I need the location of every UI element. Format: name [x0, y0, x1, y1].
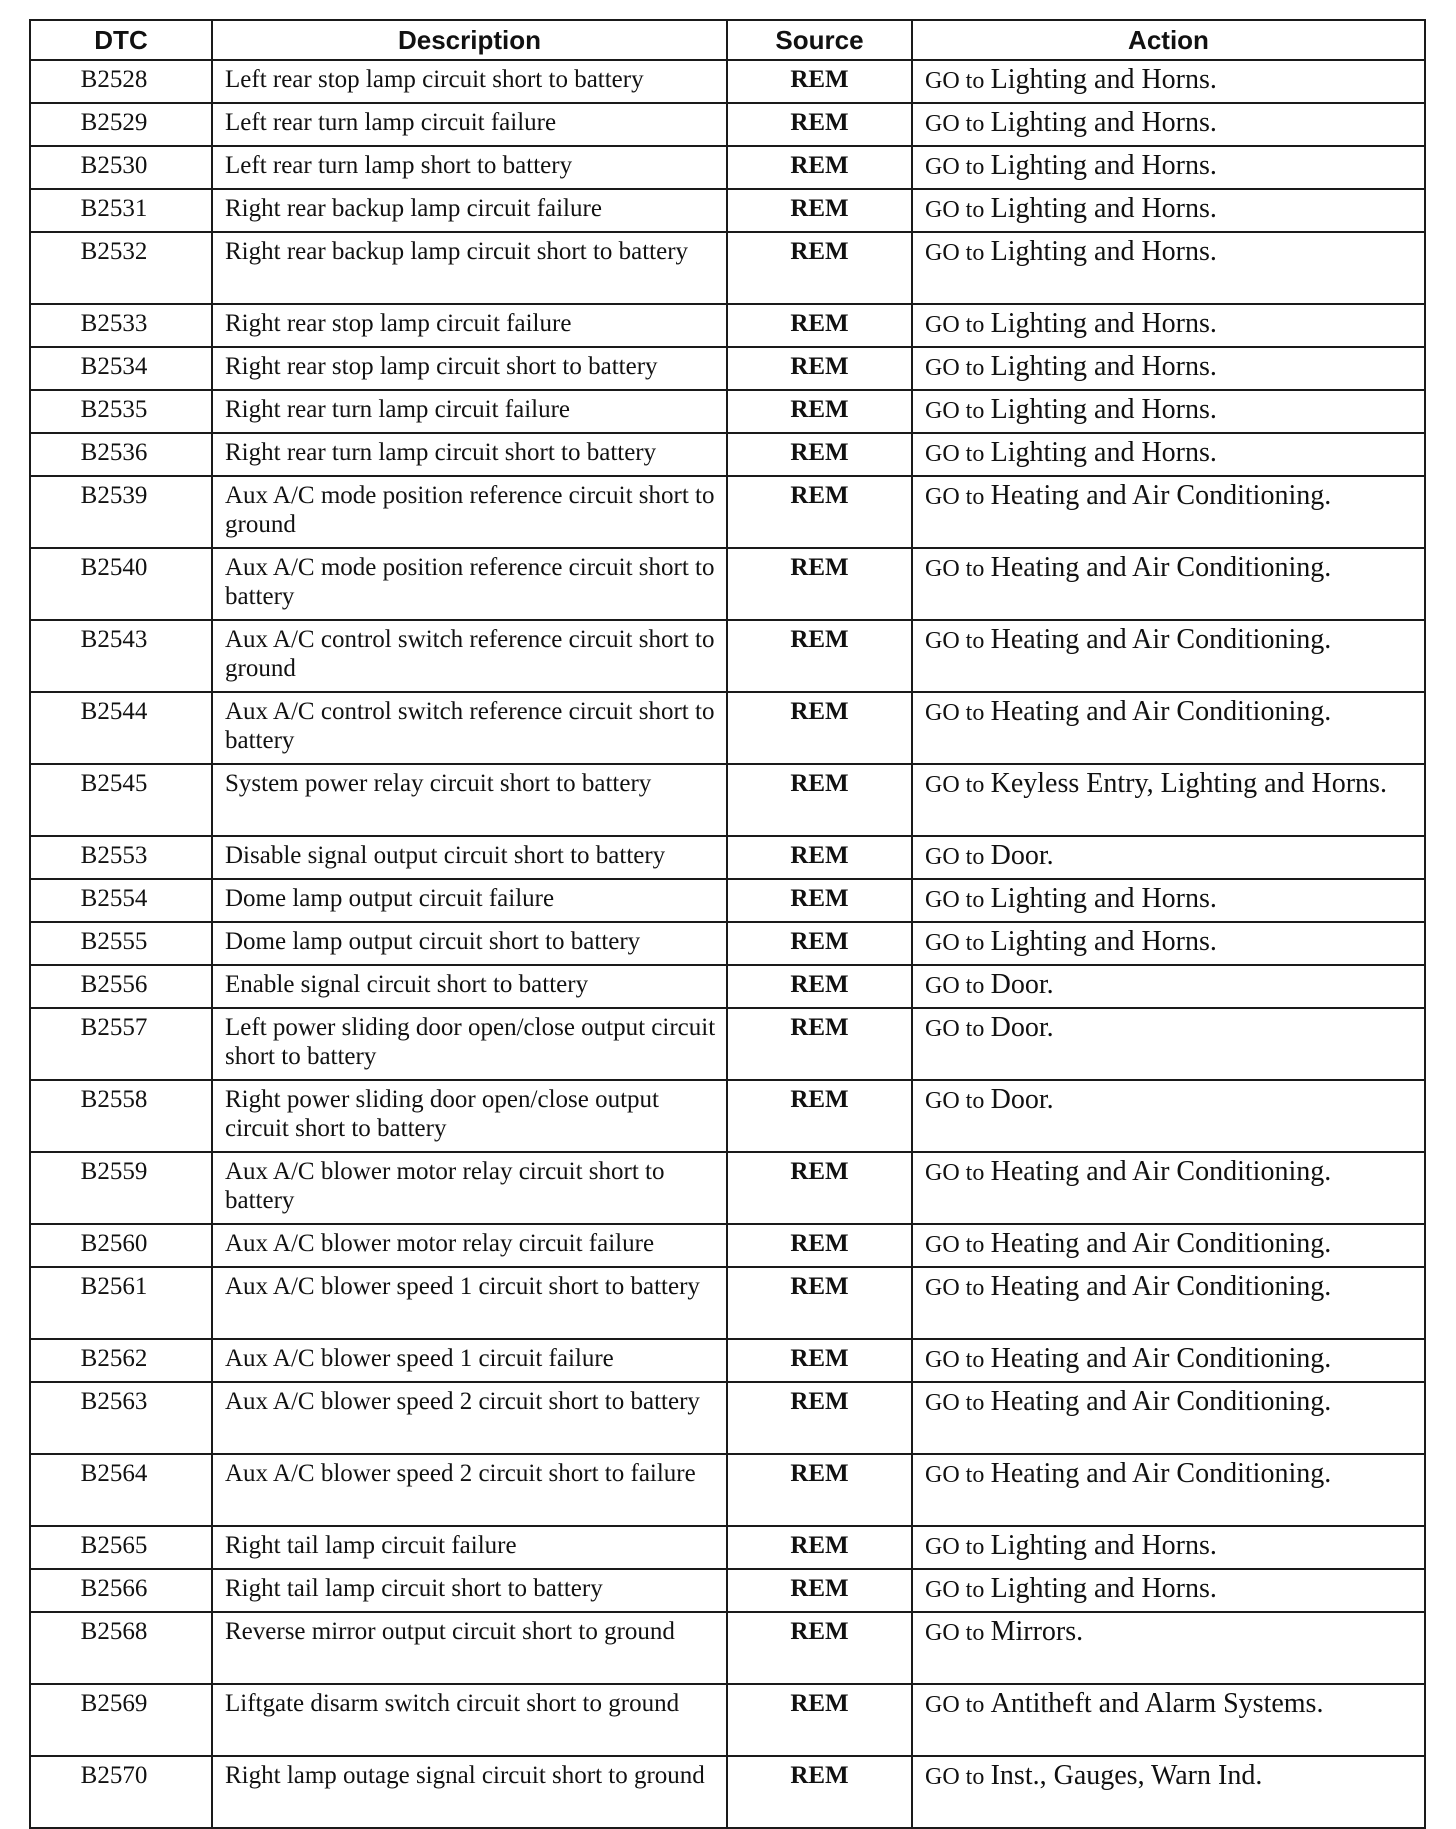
dtc-code-cell: B2559	[30, 1152, 212, 1224]
table-row	[30, 1152, 1425, 1224]
action-prefix: GO to	[925, 556, 985, 582]
description-cell: Right tail lamp circuit short to battery	[212, 1569, 727, 1612]
action-cell	[912, 620, 1425, 692]
action-target: Lighting and Horns.	[990, 926, 1217, 957]
table-header	[30, 20, 1425, 60]
action-cell	[912, 146, 1425, 189]
action-cell	[912, 1008, 1425, 1080]
action-prefix: GO to	[925, 930, 985, 956]
description-cell: Aux A/C blower motor relay circuit short to battery	[212, 1152, 727, 1224]
action-target: Keyless Entry, Lighting and Horns.	[990, 768, 1387, 799]
action-cell	[912, 1267, 1425, 1339]
description-cell: Right rear stop lamp circuit failure	[212, 304, 727, 347]
description-cell: Enable signal circuit short to battery	[212, 965, 727, 1008]
dtc-code-cell: B2539	[30, 476, 212, 548]
description-cell: Dome lamp output circuit failure	[212, 879, 727, 922]
source-cell: REM	[727, 189, 912, 232]
table-row	[30, 304, 1425, 347]
dtc-code-cell: B2554	[30, 879, 212, 922]
table-row	[30, 103, 1425, 146]
action-target: Lighting and Horns.	[990, 1530, 1217, 1561]
action-target: Door.	[990, 840, 1054, 871]
dtc-code-cell: B2528	[30, 60, 212, 103]
header-row	[30, 20, 1425, 60]
action-cell	[912, 922, 1425, 965]
dtc-code-cell: B2533	[30, 304, 212, 347]
table-row	[30, 1224, 1425, 1267]
description-cell: Aux A/C blower motor relay circuit failure	[212, 1224, 727, 1267]
source-cell: REM	[727, 1526, 912, 1569]
action-cell	[912, 965, 1425, 1008]
source-cell: REM	[727, 836, 912, 879]
source-cell: REM	[727, 965, 912, 1008]
action-prefix: GO to	[925, 398, 985, 424]
action-cell	[912, 232, 1425, 304]
action-cell	[912, 60, 1425, 103]
dtc-code-cell: B2565	[30, 1526, 212, 1569]
action-prefix: GO to	[925, 973, 985, 999]
source-cell: REM	[727, 764, 912, 836]
action-target: Inst., Gauges, Warn Ind.	[990, 1760, 1263, 1791]
action-prefix: GO to	[925, 628, 985, 654]
dtc-code-cell: B2561	[30, 1267, 212, 1339]
action-cell	[912, 189, 1425, 232]
action-target: Lighting and Horns.	[990, 236, 1217, 267]
header-dtc: DTC	[30, 20, 212, 60]
dtc-code-cell: B2531	[30, 189, 212, 232]
source-cell: REM	[727, 433, 912, 476]
source-cell: REM	[727, 620, 912, 692]
action-target: Door.	[990, 969, 1054, 1000]
action-target: Lighting and Horns.	[990, 351, 1217, 382]
source-cell: REM	[727, 1267, 912, 1339]
action-cell	[912, 1339, 1425, 1382]
action-prefix: GO to	[925, 1275, 985, 1301]
dtc-code-cell: B2568	[30, 1612, 212, 1684]
dtc-code-cell: B2530	[30, 146, 212, 189]
table-row	[30, 1684, 1425, 1756]
action-cell	[912, 1152, 1425, 1224]
action-cell	[912, 1569, 1425, 1612]
description-cell: Aux A/C blower speed 1 circuit short to battery	[212, 1267, 727, 1339]
action-prefix: GO to	[925, 1160, 985, 1186]
dtc-code-cell: B2564	[30, 1454, 212, 1526]
action-prefix: GO to	[925, 1620, 985, 1646]
table-row	[30, 232, 1425, 304]
source-cell: REM	[727, 1454, 912, 1526]
source-cell: REM	[727, 922, 912, 965]
dtc-code-cell: B2570	[30, 1756, 212, 1828]
description-cell: System power relay circuit short to battery	[212, 764, 727, 836]
table-row	[30, 965, 1425, 1008]
action-target: Lighting and Horns.	[990, 150, 1217, 181]
action-cell	[912, 548, 1425, 620]
table-row	[30, 1612, 1425, 1684]
table-row	[30, 1526, 1425, 1569]
table-row	[30, 692, 1425, 764]
action-cell	[912, 836, 1425, 879]
description-cell: Aux A/C control switch reference circuit short to battery	[212, 692, 727, 764]
dtc-code-cell: B2563	[30, 1382, 212, 1454]
dtc-code-cell: B2557	[30, 1008, 212, 1080]
table-row	[30, 433, 1425, 476]
table-row	[30, 922, 1425, 965]
action-target: Lighting and Horns.	[990, 107, 1217, 138]
table-row	[30, 189, 1425, 232]
action-cell	[912, 1454, 1425, 1526]
dtc-code-cell: B2535	[30, 390, 212, 433]
description-cell: Aux A/C blower speed 2 circuit short to failure	[212, 1454, 727, 1526]
dtc-code-cell: B2536	[30, 433, 212, 476]
description-cell: Left rear turn lamp short to battery	[212, 146, 727, 189]
table-row	[30, 879, 1425, 922]
dtc-code-cell: B2543	[30, 620, 212, 692]
description-cell: Right rear backup lamp circuit failure	[212, 189, 727, 232]
action-prefix: GO to	[925, 1534, 985, 1560]
action-prefix: GO to	[925, 68, 985, 94]
action-prefix: GO to	[925, 240, 985, 266]
source-cell: REM	[727, 476, 912, 548]
action-cell	[912, 304, 1425, 347]
action-prefix: GO to	[925, 484, 985, 510]
description-cell: Dome lamp output circuit short to battery	[212, 922, 727, 965]
action-target: Heating and Air Conditioning.	[990, 552, 1332, 583]
action-target: Heating and Air Conditioning.	[990, 1156, 1332, 1187]
dtc-code-cell: B2566	[30, 1569, 212, 1612]
header-description: Description	[212, 20, 727, 60]
description-cell: Right rear turn lamp circuit failure	[212, 390, 727, 433]
source-cell: REM	[727, 146, 912, 189]
action-target: Lighting and Horns.	[990, 193, 1217, 224]
action-cell	[912, 1224, 1425, 1267]
header-action: Action	[912, 20, 1425, 60]
action-prefix: GO to	[925, 312, 985, 338]
source-cell: REM	[727, 879, 912, 922]
description-cell: Aux A/C control switch reference circuit short to ground	[212, 620, 727, 692]
dtc-code-cell: B2562	[30, 1339, 212, 1382]
source-cell: REM	[727, 1224, 912, 1267]
description-cell: Right rear turn lamp circuit short to battery	[212, 433, 727, 476]
action-cell	[912, 1080, 1425, 1152]
description-cell: Aux A/C blower speed 1 circuit failure	[212, 1339, 727, 1382]
action-cell	[912, 1756, 1425, 1828]
action-target: Heating and Air Conditioning.	[990, 1228, 1332, 1259]
description-cell: Right lamp outage signal circuit short to ground	[212, 1756, 727, 1828]
action-prefix: GO to	[925, 887, 985, 913]
description-cell: Aux A/C blower speed 2 circuit short to battery	[212, 1382, 727, 1454]
description-cell: Aux A/C mode position reference circuit short to ground	[212, 476, 727, 548]
source-cell: REM	[727, 1382, 912, 1454]
action-target: Lighting and Horns.	[990, 64, 1217, 95]
action-prefix: GO to	[925, 1390, 985, 1416]
action-prefix: GO to	[925, 111, 985, 137]
description-cell: Right rear backup lamp circuit short to battery	[212, 232, 727, 304]
action-target: Lighting and Horns.	[990, 308, 1217, 339]
table-row	[30, 1339, 1425, 1382]
source-cell: REM	[727, 103, 912, 146]
description-cell: Right tail lamp circuit failure	[212, 1526, 727, 1569]
action-prefix: GO to	[925, 441, 985, 467]
action-cell	[912, 347, 1425, 390]
source-cell: REM	[727, 1756, 912, 1828]
table-row	[30, 836, 1425, 879]
action-target: Lighting and Horns.	[990, 437, 1217, 468]
description-cell: Disable signal output circuit short to battery	[212, 836, 727, 879]
source-cell: REM	[727, 692, 912, 764]
dtc-code-cell: B2569	[30, 1684, 212, 1756]
action-target: Heating and Air Conditioning.	[990, 624, 1332, 655]
description-cell: Left power sliding door open/close output circuit short to battery	[212, 1008, 727, 1080]
action-target: Heating and Air Conditioning.	[990, 1458, 1332, 1489]
action-target: Lighting and Horns.	[990, 394, 1217, 425]
action-cell	[912, 1684, 1425, 1756]
dtc-code-cell: B2560	[30, 1224, 212, 1267]
header-source: Source	[727, 20, 912, 60]
action-target: Antitheft and Alarm Systems.	[990, 1688, 1324, 1719]
dtc-code-cell: B2544	[30, 692, 212, 764]
action-prefix: GO to	[925, 1692, 985, 1718]
dtc-code-cell: B2532	[30, 232, 212, 304]
table-row	[30, 60, 1425, 103]
action-cell	[912, 476, 1425, 548]
action-target: Door.	[990, 1084, 1054, 1115]
table-row	[30, 476, 1425, 548]
action-prefix: GO to	[925, 1462, 985, 1488]
table-row	[30, 146, 1425, 189]
dtc-code-cell: B2545	[30, 764, 212, 836]
action-target: Heating and Air Conditioning.	[990, 1386, 1332, 1417]
table-body	[30, 60, 1425, 1828]
action-prefix: GO to	[925, 1764, 985, 1790]
action-cell	[912, 1382, 1425, 1454]
dtc-code-cell: B2556	[30, 965, 212, 1008]
dtc-code-cell: B2555	[30, 922, 212, 965]
action-target: Lighting and Horns.	[990, 883, 1217, 914]
source-cell: REM	[727, 1008, 912, 1080]
action-prefix: GO to	[925, 355, 985, 381]
action-cell	[912, 1526, 1425, 1569]
action-prefix: GO to	[925, 844, 985, 870]
table-row	[30, 1569, 1425, 1612]
description-cell: Right power sliding door open/close output circuit short to battery	[212, 1080, 727, 1152]
source-cell: REM	[727, 390, 912, 433]
description-cell: Left rear stop lamp circuit short to battery	[212, 60, 727, 103]
source-cell: REM	[727, 1152, 912, 1224]
action-cell	[912, 433, 1425, 476]
table-row	[30, 548, 1425, 620]
action-cell	[912, 390, 1425, 433]
table-row	[30, 1454, 1425, 1526]
source-cell: REM	[727, 1569, 912, 1612]
dtc-code-cell: B2540	[30, 548, 212, 620]
action-prefix: GO to	[925, 1577, 985, 1603]
table-row	[30, 1080, 1425, 1152]
description-cell: Liftgate disarm switch circuit short to ground	[212, 1684, 727, 1756]
source-cell: REM	[727, 232, 912, 304]
action-cell	[912, 764, 1425, 836]
description-cell: Reverse mirror output circuit short to ground	[212, 1612, 727, 1684]
dtc-code-cell: B2558	[30, 1080, 212, 1152]
table-row	[30, 1008, 1425, 1080]
table-row	[30, 1267, 1425, 1339]
table-row	[30, 764, 1425, 836]
action-prefix: GO to	[925, 772, 985, 798]
action-prefix: GO to	[925, 1016, 985, 1042]
description-cell: Left rear turn lamp circuit failure	[212, 103, 727, 146]
table-row	[30, 390, 1425, 433]
action-prefix: GO to	[925, 197, 985, 223]
source-cell: REM	[727, 1684, 912, 1756]
dtc-code-cell: B2553	[30, 836, 212, 879]
action-cell	[912, 879, 1425, 922]
action-prefix: GO to	[925, 1347, 985, 1373]
action-prefix: GO to	[925, 1088, 985, 1114]
table-row	[30, 1382, 1425, 1454]
source-cell: REM	[727, 304, 912, 347]
action-target: Lighting and Horns.	[990, 1573, 1217, 1604]
action-target: Mirrors.	[990, 1616, 1084, 1647]
source-cell: REM	[727, 347, 912, 390]
source-cell: REM	[727, 548, 912, 620]
description-cell: Aux A/C mode position reference circuit short to battery	[212, 548, 727, 620]
source-cell: REM	[727, 1080, 912, 1152]
action-cell	[912, 103, 1425, 146]
action-prefix: GO to	[925, 1232, 985, 1258]
action-target: Door.	[990, 1012, 1054, 1043]
action-target: Heating and Air Conditioning.	[990, 696, 1332, 727]
action-cell	[912, 692, 1425, 764]
action-cell	[912, 1612, 1425, 1684]
action-prefix: GO to	[925, 700, 985, 726]
action-target: Heating and Air Conditioning.	[990, 480, 1332, 511]
description-cell: Right rear stop lamp circuit short to battery	[212, 347, 727, 390]
action-target: Heating and Air Conditioning.	[990, 1271, 1332, 1302]
action-prefix: GO to	[925, 154, 985, 180]
table-row	[30, 1756, 1425, 1828]
source-cell: REM	[727, 1339, 912, 1382]
table-row	[30, 347, 1425, 390]
dtc-table	[29, 19, 1426, 1829]
source-cell: REM	[727, 1612, 912, 1684]
action-target: Heating and Air Conditioning.	[990, 1343, 1332, 1374]
source-cell: REM	[727, 60, 912, 103]
dtc-code-cell: B2529	[30, 103, 212, 146]
table-row	[30, 620, 1425, 692]
dtc-code-cell: B2534	[30, 347, 212, 390]
